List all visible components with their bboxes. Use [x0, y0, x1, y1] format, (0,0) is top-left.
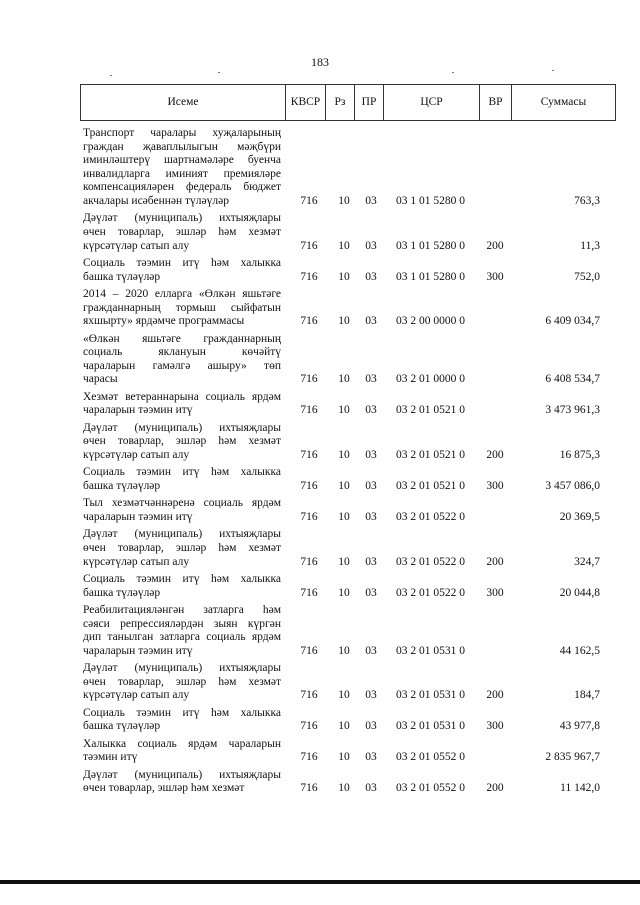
scan-speck [452, 72, 454, 73]
table-row [0, 528, 640, 569]
table-row [0, 466, 640, 493]
row-kvsr: 716 [300, 510, 318, 523]
row-name-line: тәэмин итү [83, 751, 138, 764]
row-name-line: Социаль тәэмин итү һәм халыкка [83, 706, 281, 719]
row-pr: 03 [365, 479, 377, 492]
row-name-line: 2014 – 2020 елларга «Өлкән яшьтәге [83, 288, 281, 300]
row-vr: 200 [486, 239, 504, 252]
row-pr: 03 [365, 782, 377, 795]
row-kvsr: 716 [300, 404, 318, 417]
row-name-line: чараларын тәэмин итү [83, 404, 193, 417]
row-rz: 10 [338, 315, 350, 328]
row-name [83, 127, 281, 209]
table-row [0, 127, 640, 209]
row-pr: 03 [365, 586, 377, 599]
row-pr: 03 [365, 751, 377, 764]
row-vr: 300 [486, 270, 504, 283]
table-row [0, 707, 640, 734]
row-csr: 03 1 01 5280 0 [396, 239, 465, 252]
row-name [83, 573, 281, 600]
row-name-line: социаль яклануын көчәйтү [83, 346, 281, 359]
row-vr: 300 [486, 586, 504, 599]
row-rz: 10 [338, 720, 350, 733]
row-rz: 10 [338, 404, 350, 417]
row-kvsr: 716 [300, 195, 318, 207]
row-kvsr: 716 [300, 373, 318, 386]
column-header-vr: ВР [480, 85, 512, 120]
row-sum: 3 457 086,0 [545, 479, 600, 492]
row-sum: 11,3 [580, 239, 600, 252]
row-rz: 10 [338, 195, 350, 207]
row-vr: 200 [486, 555, 504, 568]
scan-speck [110, 75, 112, 76]
row-name-line: өчен товарлар, эшләр һәм хезмәт [83, 675, 281, 688]
row-vr: 300 [486, 720, 504, 733]
column-header-rz: Рз [326, 85, 355, 120]
row-name-line: граждан җаваплылыгын мәҗбүри [83, 140, 281, 153]
row-pr: 03 [365, 270, 377, 283]
row-pr: 03 [365, 689, 377, 702]
row-name-line: Дәүләт (муниципаль) ихтыяҗлары [83, 662, 281, 675]
scan-speck [552, 70, 554, 71]
row-csr: 03 2 01 0000 0 [396, 373, 465, 386]
row-csr: 03 2 01 0521 0 [396, 404, 465, 417]
row-rz: 10 [338, 689, 350, 702]
row-name-line: акчалары исәбеннән түләүләр [83, 194, 229, 207]
column-header-kvsr: КВСР [286, 85, 326, 120]
row-name-line: Халыкка социаль ярдәм чараларын [83, 737, 281, 750]
row-sum: 44 162,5 [559, 644, 600, 657]
column-header-sum: Суммасы [540, 96, 587, 108]
row-sum: 324,7 [574, 555, 600, 568]
column-header-pr: ПР [355, 85, 384, 120]
row-sum: 3 473 961,3 [545, 404, 600, 417]
row-name-line: Дәүләт (муниципаль) ихтыяҗлары [83, 421, 281, 434]
row-name-line: яхшырту» ярдәмче программасы [83, 315, 245, 328]
row-pr: 03 [365, 644, 377, 657]
row-sum: 16 875,3 [559, 448, 600, 461]
row-sum: 763,3 [574, 195, 600, 207]
row-name-line: Хезмәт ветераннарына социаль ярдәм [83, 390, 281, 403]
row-name-line: гражданнарның тормыш сыйфатын [83, 301, 281, 314]
row-rz: 10 [338, 510, 350, 523]
table-row [0, 738, 640, 765]
row-csr: 03 2 01 0522 0 [396, 586, 465, 599]
row-kvsr: 716 [300, 555, 318, 568]
row-name [83, 422, 281, 463]
row-kvsr: 716 [300, 644, 318, 657]
row-name-line: сәяси репрессияләрдән зыян күргән [83, 617, 281, 630]
row-rz: 10 [338, 373, 350, 386]
row-name [83, 707, 281, 734]
table-row [0, 604, 640, 658]
row-pr: 03 [365, 510, 377, 523]
row-kvsr: 716 [300, 479, 318, 492]
row-name-line: чараларын гамәлгә ашыру» төп [83, 359, 281, 372]
row-sum: 11 142,0 [560, 782, 600, 795]
row-name-line: күрсәтүләр сатып алу [83, 239, 190, 252]
row-name-line: күрсәтүләр сатып алу [83, 555, 190, 568]
row-vr: 200 [486, 448, 504, 461]
row-kvsr: 716 [300, 586, 318, 599]
row-name [83, 257, 281, 284]
row-pr: 03 [365, 373, 377, 386]
column-header-name: Исеме [81, 85, 286, 120]
table-header [80, 84, 616, 121]
row-rz: 10 [338, 782, 350, 795]
row-name-line: өчен товарлар, эшләр һәм хезмәт [83, 225, 281, 238]
row-sum: 752,0 [574, 270, 600, 283]
row-name-line: чараларын тәэмин итү [83, 510, 193, 523]
row-pr: 03 [365, 239, 377, 252]
table-row [0, 769, 640, 796]
row-kvsr: 716 [300, 751, 318, 764]
row-name-line: башка түләүләр [83, 270, 161, 283]
row-csr: 03 2 00 0000 0 [396, 315, 465, 328]
row-kvsr: 716 [300, 270, 318, 283]
row-csr: 03 2 01 0522 0 [396, 555, 465, 568]
row-pr: 03 [365, 448, 377, 461]
row-pr: 03 [365, 555, 377, 568]
row-vr: 300 [486, 479, 504, 492]
page-number: 183 [311, 55, 329, 69]
scan-bottom-border [0, 880, 640, 884]
row-name-line: чарасы [83, 373, 118, 386]
row-name [83, 769, 281, 796]
row-name [83, 212, 281, 253]
row-name [83, 391, 281, 418]
row-name [83, 604, 281, 658]
row-name-line: күрсәтүләр сатып алу [83, 689, 190, 702]
row-sum: 184,7 [574, 689, 600, 702]
row-kvsr: 716 [300, 239, 318, 252]
row-rz: 10 [338, 448, 350, 461]
row-name [83, 497, 281, 524]
table-row [0, 573, 640, 600]
row-kvsr: 716 [300, 315, 318, 328]
table-row [0, 257, 640, 284]
row-name-line: Дәүләт (муниципаль) ихтыяҗлары [83, 212, 281, 225]
row-pr: 03 [365, 315, 377, 328]
row-name-line: күрсәтүләр сатып алу [83, 448, 190, 461]
row-rz: 10 [338, 644, 350, 657]
row-name [83, 466, 281, 493]
row-kvsr: 716 [300, 448, 318, 461]
table-row [0, 422, 640, 463]
row-name-line: чараларын тәэмин итү [83, 644, 193, 657]
row-name-line: башка түләүләр [83, 479, 161, 492]
row-name-line: компенсацияләрен федераль бюджет [83, 181, 281, 194]
row-pr: 03 [365, 720, 377, 733]
row-sum: 6 409 034,7 [545, 315, 600, 328]
row-sum: 6 408 534,7 [545, 373, 600, 386]
row-kvsr: 716 [300, 720, 318, 733]
row-rz: 10 [338, 270, 350, 283]
row-rz: 10 [338, 239, 350, 252]
row-name-line: Реабилитацияләнгән затларга һәм [83, 604, 281, 616]
table-row [0, 212, 640, 253]
row-name-line: инвалидларга иминият премияләре [83, 167, 281, 180]
row-name-line: өчен товарлар, эшләр һәм хезмәт [83, 435, 281, 448]
table-row [0, 497, 640, 524]
row-csr: 03 2 01 0531 0 [396, 720, 465, 733]
row-name-line: өчен товарлар, эшләр һәм хезмәт [83, 541, 281, 554]
row-csr: 03 2 01 0531 0 [396, 689, 465, 702]
row-name-line: башка түләүләр [83, 586, 161, 599]
table-row [0, 288, 640, 329]
row-pr: 03 [365, 404, 377, 417]
row-name-line: Транспорт чаралары хуҗаларының [83, 127, 281, 139]
scan-speck [218, 72, 220, 73]
row-rz: 10 [338, 751, 350, 764]
row-rz: 10 [338, 479, 350, 492]
row-kvsr: 716 [300, 689, 318, 702]
row-csr: 03 2 01 0522 0 [396, 510, 465, 523]
row-sum: 43 977,8 [559, 720, 600, 733]
row-name-line: Социаль тәэмин итү һәм халыкка [83, 257, 281, 269]
row-pr: 03 [365, 195, 377, 207]
row-name-line: Социаль тәэмин итү һәм халыкка [83, 466, 281, 479]
row-name-line: өчен товарлар, эшләр һәм хезмәт [83, 782, 245, 795]
row-name-line: Дәүләт (муниципаль) ихтыяҗлары [83, 768, 281, 781]
row-vr: 200 [486, 782, 504, 795]
table-row [0, 333, 640, 387]
row-rz: 10 [338, 555, 350, 568]
row-name [83, 288, 281, 329]
row-rz: 10 [338, 586, 350, 599]
row-sum: 20 044,8 [559, 586, 600, 599]
row-csr: 03 1 01 5280 0 [396, 270, 465, 283]
row-csr: 03 2 01 0552 0 [396, 751, 465, 764]
row-kvsr: 716 [300, 782, 318, 795]
row-name [83, 528, 281, 569]
row-csr: 03 2 01 0521 0 [396, 448, 465, 461]
row-name [83, 662, 281, 703]
row-name-line: Социаль тәэмин итү һәм халыкка [83, 573, 281, 585]
row-name-line: иминләштерү шартнамәләре буенча [83, 154, 281, 167]
row-name-line: дип танылган затларга социаль ярдәм [83, 631, 281, 644]
row-csr: 03 2 01 0552 0 [396, 782, 465, 795]
row-name-line: башка түләүләр [83, 720, 161, 733]
row-name [83, 333, 281, 387]
table-row [0, 662, 640, 703]
row-csr: 03 1 01 5280 0 [396, 195, 465, 207]
row-name [83, 738, 281, 765]
row-name-line: Дәүләт (муниципаль) ихтыяҗлары [83, 528, 281, 541]
row-name-line: «Өлкән яшьтәге гражданнарның [83, 332, 281, 345]
row-csr: 03 2 01 0531 0 [396, 644, 465, 657]
row-csr: 03 2 01 0521 0 [396, 479, 465, 492]
column-header-csr: ЦСР [384, 85, 480, 120]
row-name-line: Тыл хезмәтчәннәренә социаль ярдәм [83, 497, 281, 510]
row-vr: 200 [486, 689, 504, 702]
row-sum: 20 369,5 [559, 510, 600, 523]
row-sum: 2 835 967,7 [545, 751, 600, 764]
table-row [0, 391, 640, 418]
